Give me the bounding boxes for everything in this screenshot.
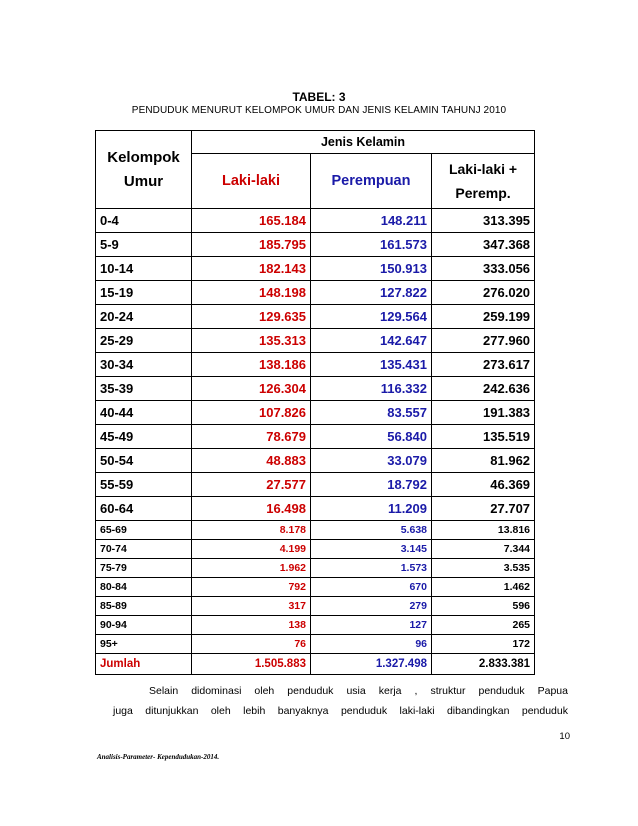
cell-age-group: 30-34 bbox=[96, 353, 192, 377]
cell-perempuan: 1.327.498 bbox=[311, 654, 432, 675]
cell-total: 242.636 bbox=[432, 377, 535, 401]
cell-age-group: 60-64 bbox=[96, 497, 192, 521]
cell-laki-laki: 8.178 bbox=[192, 521, 311, 540]
table-row bbox=[96, 257, 535, 281]
cell-perempuan: 96 bbox=[311, 635, 432, 654]
table-row bbox=[96, 329, 535, 353]
cell-laki-laki: 78.679 bbox=[192, 425, 311, 449]
cell-age-group: 55-59 bbox=[96, 473, 192, 497]
cell-perempuan: 129.564 bbox=[311, 305, 432, 329]
cell-age-group: 70-74 bbox=[96, 540, 192, 559]
cell-laki-laki: 1.962 bbox=[192, 559, 311, 578]
cell-laki-laki: 135.313 bbox=[192, 329, 311, 353]
cell-laki-laki: 165.184 bbox=[192, 209, 311, 233]
cell-age-group: 95+ bbox=[96, 635, 192, 654]
cell-age-group: 15-19 bbox=[96, 281, 192, 305]
page-number: 10 bbox=[559, 731, 570, 742]
cell-laki-laki: 16.498 bbox=[192, 497, 311, 521]
cell-perempuan: 279 bbox=[311, 597, 432, 616]
table-row bbox=[96, 578, 535, 597]
cell-perempuan: 83.557 bbox=[311, 401, 432, 425]
table-title: TABEL: 3 bbox=[292, 90, 346, 104]
table-row bbox=[96, 597, 535, 616]
cell-perempuan: 670 bbox=[311, 578, 432, 597]
cell-age-group: 25-29 bbox=[96, 329, 192, 353]
cell-perempuan: 135.431 bbox=[311, 353, 432, 377]
footer-text: Analisis-Parameter- Kependudukan-2014. bbox=[97, 753, 220, 761]
cell-total: 191.383 bbox=[432, 401, 535, 425]
table-row bbox=[96, 209, 535, 233]
cell-laki-laki: 182.143 bbox=[192, 257, 311, 281]
cell-laki-laki: 4.199 bbox=[192, 540, 311, 559]
table-row bbox=[96, 473, 535, 497]
cell-age-group: 75-79 bbox=[96, 559, 192, 578]
header-laki-laki: Laki-laki bbox=[192, 154, 311, 209]
header-kelompok-umur bbox=[96, 131, 192, 209]
header-kelompok-label: Kelompok bbox=[107, 148, 180, 166]
cell-total: 46.369 bbox=[432, 473, 535, 497]
cell-total: 2.833.381 bbox=[432, 654, 535, 675]
cell-perempuan: 1.573 bbox=[311, 559, 432, 578]
cell-perempuan: 148.211 bbox=[311, 209, 432, 233]
table-total-row bbox=[96, 654, 535, 675]
table-row bbox=[96, 377, 535, 401]
cell-laki-laki: 138.186 bbox=[192, 353, 311, 377]
cell-age-group: 5-9 bbox=[96, 233, 192, 257]
table-row bbox=[96, 559, 535, 578]
cell-perempuan: 150.913 bbox=[311, 257, 432, 281]
cell-age-group: 80-84 bbox=[96, 578, 192, 597]
cell-perempuan: 127.822 bbox=[311, 281, 432, 305]
cell-laki-laki: 148.198 bbox=[192, 281, 311, 305]
cell-perempuan: 116.332 bbox=[311, 377, 432, 401]
cell-perempuan: 18.792 bbox=[311, 473, 432, 497]
cell-total: 135.519 bbox=[432, 425, 535, 449]
table-row bbox=[96, 449, 535, 473]
cell-total: 259.199 bbox=[432, 305, 535, 329]
cell-age-group: 35-39 bbox=[96, 377, 192, 401]
cell-total: 172 bbox=[432, 635, 535, 654]
table-row bbox=[96, 635, 535, 654]
cell-laki-laki: 185.795 bbox=[192, 233, 311, 257]
cell-laki-laki: 48.883 bbox=[192, 449, 311, 473]
population-table bbox=[95, 130, 535, 675]
header-umur-label: Umur bbox=[123, 172, 164, 190]
body-paragraph-line2: juga ditunjukkan oleh lebih banyaknya penduduk laki-laki dibandingkan penduduk bbox=[113, 705, 568, 717]
cell-age-group: 20-24 bbox=[96, 305, 192, 329]
cell-laki-laki: 27.577 bbox=[192, 473, 311, 497]
cell-perempuan: 142.647 bbox=[311, 329, 432, 353]
table-row bbox=[96, 281, 535, 305]
cell-total: 313.395 bbox=[432, 209, 535, 233]
cell-total: 273.617 bbox=[432, 353, 535, 377]
header-perempuan: Perempuan bbox=[311, 154, 432, 209]
cell-laki-laki: 129.635 bbox=[192, 305, 311, 329]
cell-laki-laki: 107.826 bbox=[192, 401, 311, 425]
cell-age-group: 45-49 bbox=[96, 425, 192, 449]
cell-total: 277.960 bbox=[432, 329, 535, 353]
header-total bbox=[432, 154, 535, 209]
cell-age-group: 40-44 bbox=[96, 401, 192, 425]
cell-perempuan: 56.840 bbox=[311, 425, 432, 449]
cell-age-group: 85-89 bbox=[96, 597, 192, 616]
cell-laki-laki: 126.304 bbox=[192, 377, 311, 401]
cell-age-group: Jumlah bbox=[96, 654, 192, 675]
cell-total: 81.962 bbox=[432, 449, 535, 473]
table-row bbox=[96, 521, 535, 540]
cell-age-group: 90-94 bbox=[96, 616, 192, 635]
cell-age-group: 50-54 bbox=[96, 449, 192, 473]
table-row bbox=[96, 305, 535, 329]
cell-perempuan: 127 bbox=[311, 616, 432, 635]
table-subtitle: PENDUDUK MENURUT KELOMPOK UMUR DAN JENIS KELAMIN TAHUNJ 2010 bbox=[131, 105, 507, 116]
header-jenis-kelamin: Jenis Kelamin bbox=[192, 131, 535, 154]
cell-laki-laki: 1.505.883 bbox=[192, 654, 311, 675]
table-row bbox=[96, 233, 535, 257]
table-row bbox=[96, 353, 535, 377]
cell-laki-laki: 792 bbox=[192, 578, 311, 597]
table-row bbox=[96, 497, 535, 521]
cell-total: 27.707 bbox=[432, 497, 535, 521]
table-row bbox=[96, 401, 535, 425]
cell-laki-laki: 317 bbox=[192, 597, 311, 616]
cell-perempuan: 11.209 bbox=[311, 497, 432, 521]
cell-age-group: 65-69 bbox=[96, 521, 192, 540]
cell-perempuan: 5.638 bbox=[311, 521, 432, 540]
cell-perempuan: 33.079 bbox=[311, 449, 432, 473]
header-total-line1: Laki-laki + bbox=[448, 161, 518, 177]
cell-total: 7.344 bbox=[432, 540, 535, 559]
cell-total: 265 bbox=[432, 616, 535, 635]
cell-total: 13.816 bbox=[432, 521, 535, 540]
cell-total: 347.368 bbox=[432, 233, 535, 257]
table-row bbox=[96, 540, 535, 559]
cell-age-group: 0-4 bbox=[96, 209, 192, 233]
cell-total: 276.020 bbox=[432, 281, 535, 305]
cell-age-group: 10-14 bbox=[96, 257, 192, 281]
table-row bbox=[96, 616, 535, 635]
cell-total: 1.462 bbox=[432, 578, 535, 597]
cell-total: 3.535 bbox=[432, 559, 535, 578]
cell-total: 333.056 bbox=[432, 257, 535, 281]
body-paragraph-line1: Selain didominasi oleh penduduk usia kerja , struktur penduduk Papua bbox=[149, 685, 568, 697]
cell-laki-laki: 76 bbox=[192, 635, 311, 654]
header-total-line2: Peremp. bbox=[455, 185, 511, 201]
cell-perempuan: 3.145 bbox=[311, 540, 432, 559]
cell-perempuan: 161.573 bbox=[311, 233, 432, 257]
table-row bbox=[96, 425, 535, 449]
cell-total: 596 bbox=[432, 597, 535, 616]
cell-laki-laki: 138 bbox=[192, 616, 311, 635]
